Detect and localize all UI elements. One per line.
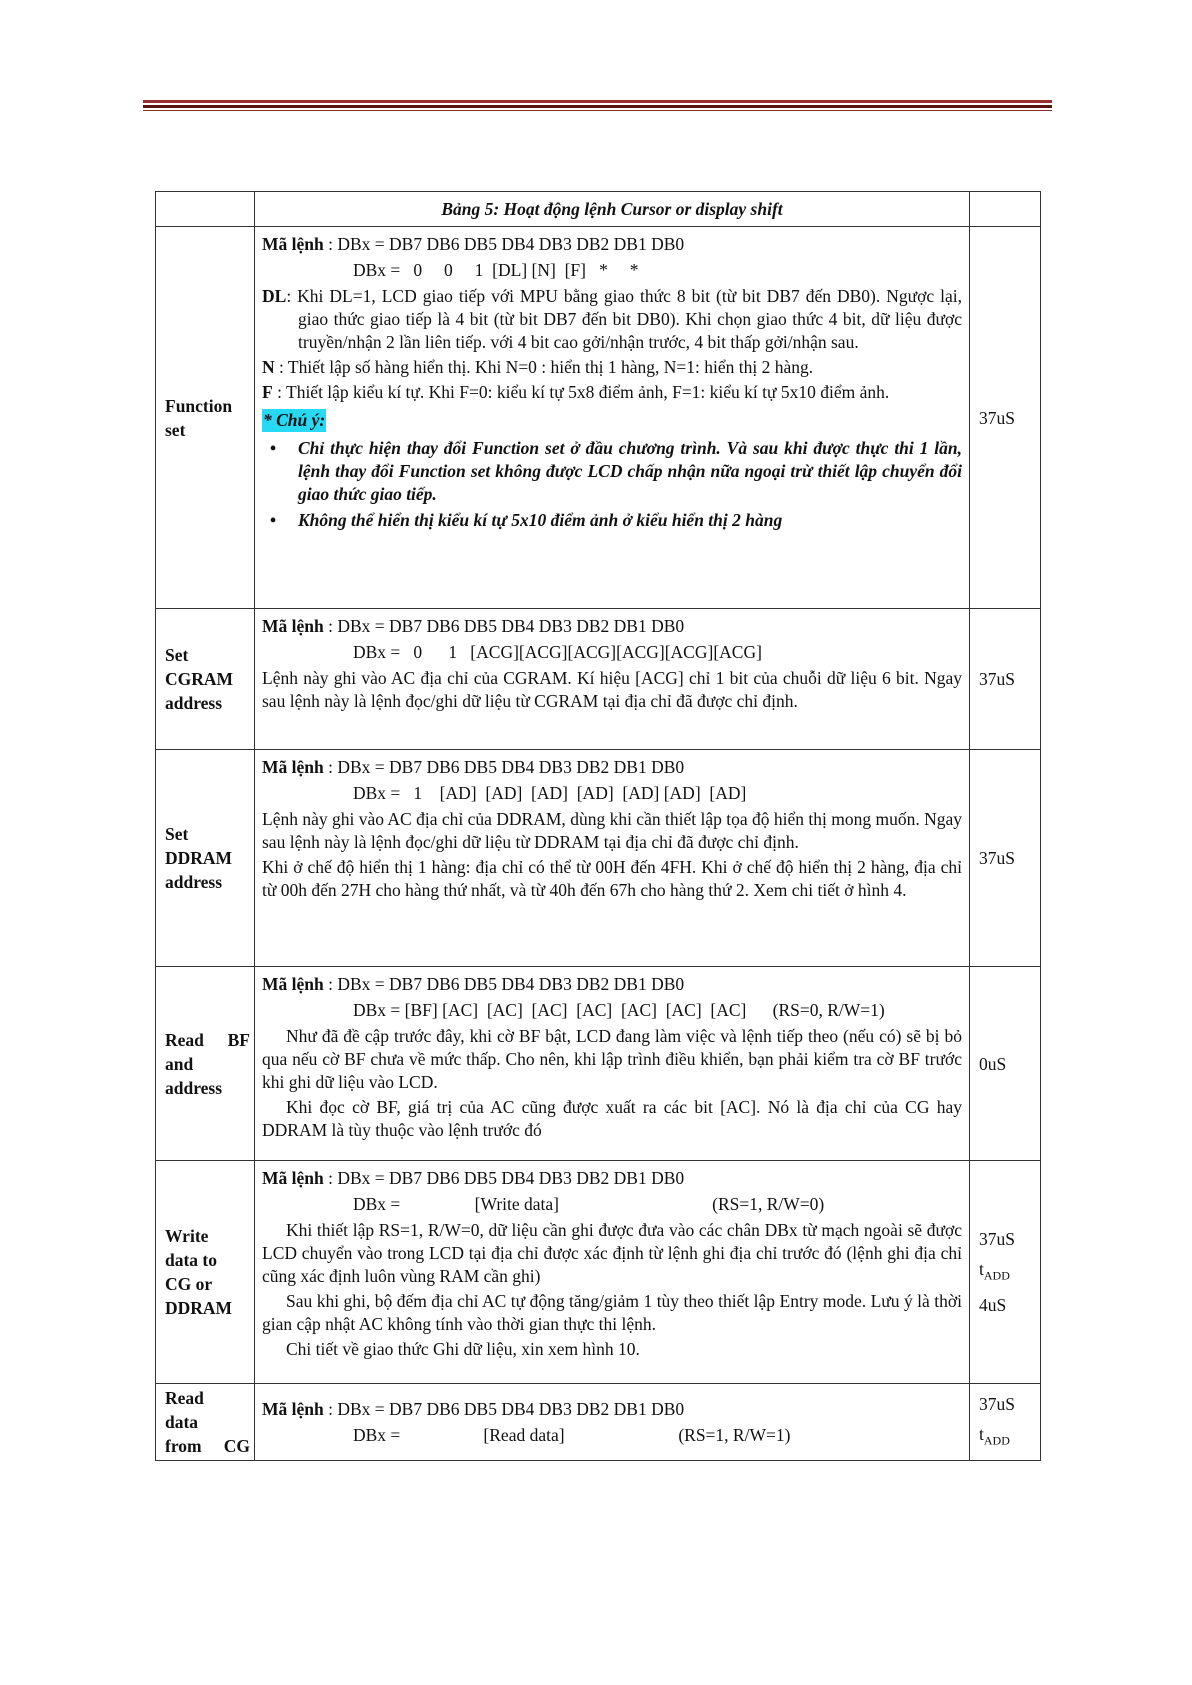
description-paragraph: Khi đọc cờ BF, giá trị của AC cũng được xuất ra các bit [AC]. Nó là địa chỉ của CG hay DDRAM là tùy thuộc vào lệnh trước đó — [262, 1097, 962, 1140]
command-name: Write data to CG or DDRAM — [156, 1161, 255, 1384]
header-rule-top — [143, 100, 1052, 103]
note-item: • Chỉ thực hiện thay đổi Function set ở đầu chương trình. Và sau khi được thực thi 1 lần, lệnh thay đổi Function set không được LCD chấp nhận nữa ngoại trừ thiết lập chuyển đổi giao thức giao tiếp. — [262, 437, 962, 506]
command-description — [255, 227, 970, 609]
command-description — [255, 609, 970, 750]
command-name: Set CGRAM address — [156, 609, 255, 750]
exec-time: 37uS $t_{ADD}$ — [970, 1384, 1041, 1461]
param-f: F : Thiết lập kiểu kí tự. Khi F=0: kiểu kí tự 5x8 điểm ảnh, F=1: kiểu kí tự 5x10 điểm ảnh. — [262, 382, 890, 402]
param-dl: DL: Khi DL=1, LCD giao tiếp với MPU bằng giao thức 8 bit (từ bit DB7 đến DB0). Ngược lại, giao thức giao tiếp là 4 bit (từ bit DB7 đến bit DB0). Khi chọn giao thức 4 bit, dữ liệu được truyền/nhận 2 lần liên tiếp. với 4 bit cao gởi/nhận trước, 4 bit thấp gởi/nhận sau. — [262, 286, 962, 352]
command-name: Set DDRAM address — [156, 750, 255, 967]
dbx-line: DBx = 0 0 1 [DL] [N] [F] * * — [353, 260, 639, 280]
description-paragraph: Chi tiết về giao thức Ghi dữ liệu, xin xem hình 10. — [286, 1339, 640, 1359]
table-caption: Bảng 5: Hoạt động lệnh Cursor or display shift — [255, 192, 970, 227]
command-name: Read BF and address — [156, 967, 255, 1161]
command-description — [255, 967, 970, 1161]
table-row — [156, 967, 1041, 1161]
command-table — [155, 191, 1041, 1461]
exec-time: 37uS — [970, 609, 1041, 750]
dbx-line: DBx = 1 [AD] [AD] [AD] [AD] [AD] [AD] [AD] — [353, 783, 747, 803]
note-list — [262, 437, 962, 532]
exec-time: 37uS — [970, 750, 1041, 967]
code-line: Mã lệnh : DBx = DB7 DB6 DB5 DB4 DB3 DB2 DB1 DB0 — [262, 757, 685, 777]
dbx-line: DBx = [BF] [AC] [AC] [AC] [AC] [AC] [AC] [AC] (RS=0, R/W=1) — [353, 1000, 885, 1020]
code-line: Mã lệnh : DBx = DB7 DB6 DB5 DB4 DB3 DB2 DB1 DB0 — [262, 974, 685, 994]
table-row — [156, 227, 1041, 609]
param-n: N : Thiết lập số hàng hiển thị. Khi N=0 : hiển thị 1 hàng, N=1: hiển thị 2 hàng. — [262, 357, 814, 377]
description-paragraph: Khi thiết lập RS=1, R/W=0, dữ liệu cần ghi được đưa vào các chân DBx từ mạch ngoài sẽ được LCD chuyển vào trong LCD tại địa chỉ được xác định từ lệnh ghi địa chỉ trước đó (lệnh ghi địa chỉ cũng xác định luôn vùng RAM cần ghi) — [262, 1220, 962, 1286]
table-caption-row — [156, 192, 1041, 227]
table-row — [156, 750, 1041, 967]
code-line: Mã lệnh : DBx = DB7 DB6 DB5 DB4 DB3 DB2 DB1 DB0 — [262, 1399, 685, 1419]
code-line: Mã lệnh : DBx = DB7 DB6 DB5 DB4 DB3 DB2 DB1 DB0 — [262, 1168, 685, 1188]
description-paragraph: Lệnh này ghi vào AC địa chỉ của CGRAM. Kí hiệu [ACG] chỉ 1 bit của chuỗi dữ liệu 6 bit. Ngay sau lệnh này là lệnh đọc/ghi dữ liệu từ CGRAM tại địa chỉ đã được chỉ định. — [262, 668, 962, 711]
command-name: Read data from CG — [156, 1384, 255, 1461]
command-description — [255, 750, 970, 967]
header-rule-middle — [143, 105, 1052, 108]
table-row — [156, 1384, 1041, 1461]
header-rule-bottom — [143, 110, 1052, 111]
note-title: * Chú ý: — [263, 410, 326, 430]
table-row — [156, 609, 1041, 750]
command-description — [255, 1161, 970, 1384]
command-name: Function set — [156, 227, 255, 609]
command-description — [255, 1384, 970, 1461]
description-paragraph: Khi ở chế độ hiển thị 1 hàng: địa chỉ có thể từ 00H đến 4FH. Khi ở chế độ hiển thị 2 hàng, địa chỉ từ 00h đến 27H cho hàng thứ nhất, và từ 40h đến 67h cho hàng thứ 2. Xem chi tiết ở hình 4. — [262, 857, 962, 900]
dbx-line: DBx = [Write data] (RS=1, R/W=0) — [353, 1194, 825, 1214]
dbx-line: DBx = 0 1 [ACG][ACG][ACG][ACG][ACG][ACG] — [353, 642, 762, 662]
description-paragraph: Như đã đề cập trước đây, khi cờ BF bật, LCD đang làm việc và lệnh tiếp theo (nếu có) sẽ bị bỏ qua nếu cờ BF chưa về mức thấp. Cho nên, khi lập trình điều khiển, bạn phải kiểm tra cờ BF trước khi ghi dữ liệu vào LCD. — [262, 1026, 962, 1092]
code-line: Mã lệnh : DBx = DB7 DB6 DB5 DB4 DB3 DB2 DB1 DB0 — [262, 234, 685, 254]
table-row — [156, 1161, 1041, 1384]
dbx-line: DBx = [Read data] (RS=1, R/W=1) — [353, 1425, 791, 1445]
exec-time: 37uS $t_{ADD}$ 4uS — [970, 1161, 1041, 1384]
description-paragraph: Lệnh này ghi vào AC địa chỉ của DDRAM, dùng khi cần thiết lập tọa độ hiển thị mong muốn. Ngay sau lệnh này là lệnh đọc/ghi dữ liệu từ DDRAM tại địa chỉ đã được chỉ định. — [262, 809, 962, 852]
description-paragraph: Sau khi ghi, bộ đếm địa chỉ AC tự động tăng/giảm 1 tùy theo thiết lập Entry mode. Lưu ý là thời gian cập nhật AC không tính vào thời gian thực thi lệnh. — [262, 1291, 962, 1334]
exec-time: 0uS — [970, 967, 1041, 1161]
note-item: • Không thể hiển thị kiểu kí tự 5x10 điểm ảnh ở kiểu hiển thị 2 hàng — [262, 509, 962, 532]
code-line: Mã lệnh : DBx = DB7 DB6 DB5 DB4 DB3 DB2 DB1 DB0 — [262, 616, 685, 636]
exec-time: 37uS — [970, 227, 1041, 609]
